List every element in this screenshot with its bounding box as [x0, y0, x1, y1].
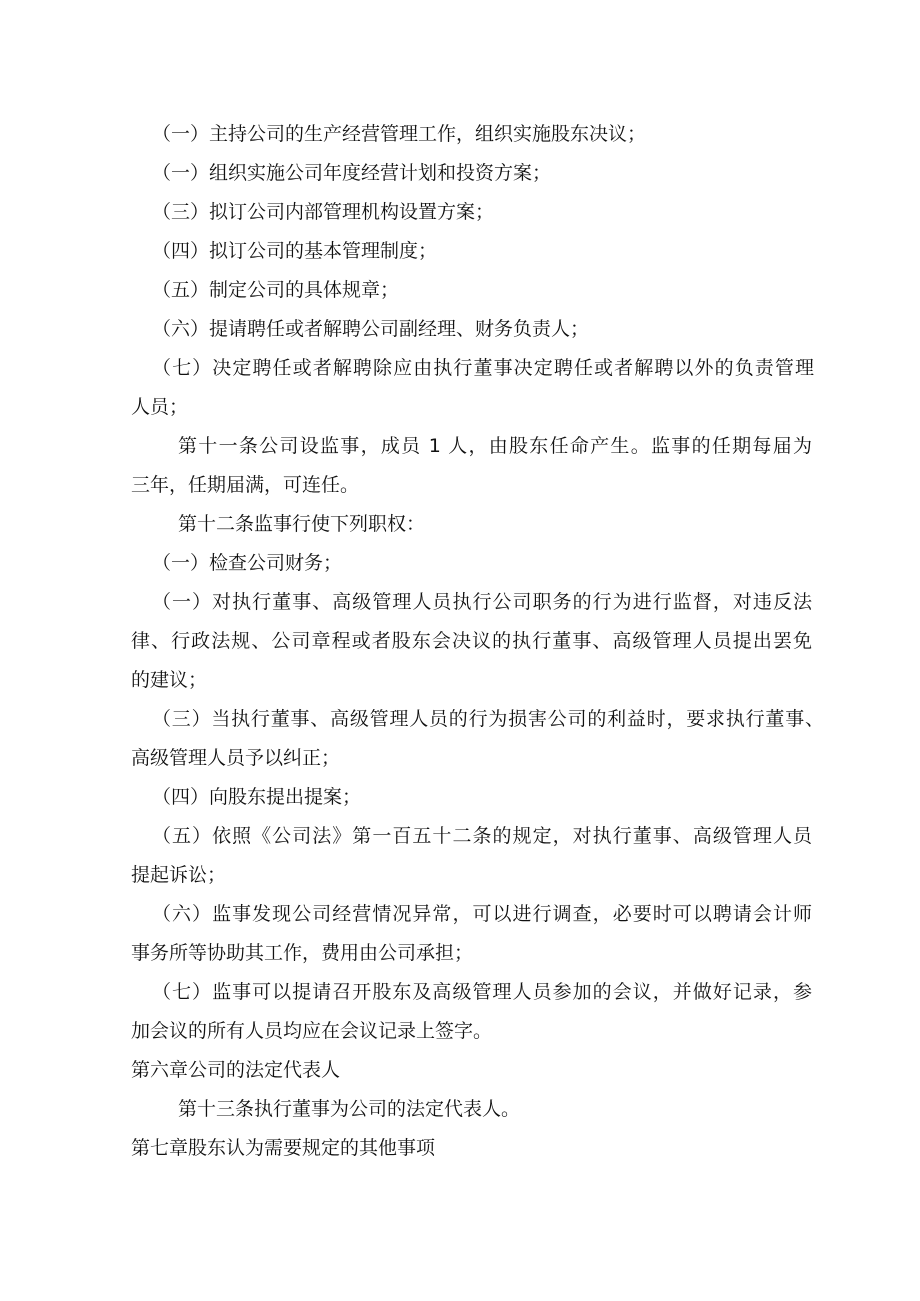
text-line: （三）拟订公司内部管理机构设置方案； [152, 201, 495, 223]
text-line: （三）当执行董事、高级管理人员的行为损害公司的利益时，要求执行董事、 [152, 708, 824, 730]
chapter-heading: 第七章股东认为需要规定的其他事项 [131, 1137, 436, 1159]
text-line: 三年，任期届满，可连任。 [131, 474, 360, 496]
text-line: 第十二条监事行使下列职权： [178, 513, 426, 535]
text-line: 第十三条执行董事为公司的法定代表人。 [178, 1098, 521, 1120]
text-line: （五）制定公司的具体规章； [152, 279, 400, 301]
chapter-heading: 第六章公司的法定代表人 [131, 1059, 341, 1081]
text-line: （七）监事可以提请召开股东及高级管理人员参加的会议，并做好记录，参 [152, 981, 812, 1003]
text-line: （四）向股东提出提案； [152, 786, 362, 808]
text-line: 事务所等协助其工作，费用由公司承担； [131, 942, 474, 964]
text-line: 高级管理人员予以纠正； [131, 747, 341, 769]
text-line: （一）检查公司财务； [152, 552, 343, 574]
text-line: 加会议的所有人员均应在会议记录上签字。 [131, 1020, 493, 1042]
text-line: （七）决定聘任或者解聘除应由执行董事决定聘任或者解聘以外的负责管理 [152, 357, 814, 379]
text-line: （六）提请聘任或者解聘公司副经理、财务负责人； [152, 318, 590, 340]
text-line: （一）组织实施公司年度经营计划和投资方案； [152, 162, 552, 184]
text-line: （一）对执行董事、高级管理人员执行公司职务的行为进行监督，对违反法 [152, 591, 812, 613]
text-line: （一）主持公司的生产经营管理工作，组织实施股东决议； [152, 123, 647, 145]
text-line: 第十一条公司设监事，成员 1 人，由股东任命产生。监事的任期每届为 [178, 435, 812, 457]
text-line: 的建议； [131, 669, 208, 691]
text-line: 人员； [131, 396, 189, 418]
text-line: （六）监事发现公司经营情况异常，可以进行调查，必要时可以聘请会计师 [152, 903, 812, 925]
text-line: （四）拟订公司的基本管理制度； [152, 240, 438, 262]
text-line: 提起诉讼； [131, 864, 227, 886]
text-line: （五）依照《公司法》第一百五十二条的规定，对执行董事、高级管理人员 [152, 825, 812, 847]
text-line: 律、行政法规、公司章程或者股东会决议的执行董事、高级管理人员提出罢免 [131, 630, 812, 652]
